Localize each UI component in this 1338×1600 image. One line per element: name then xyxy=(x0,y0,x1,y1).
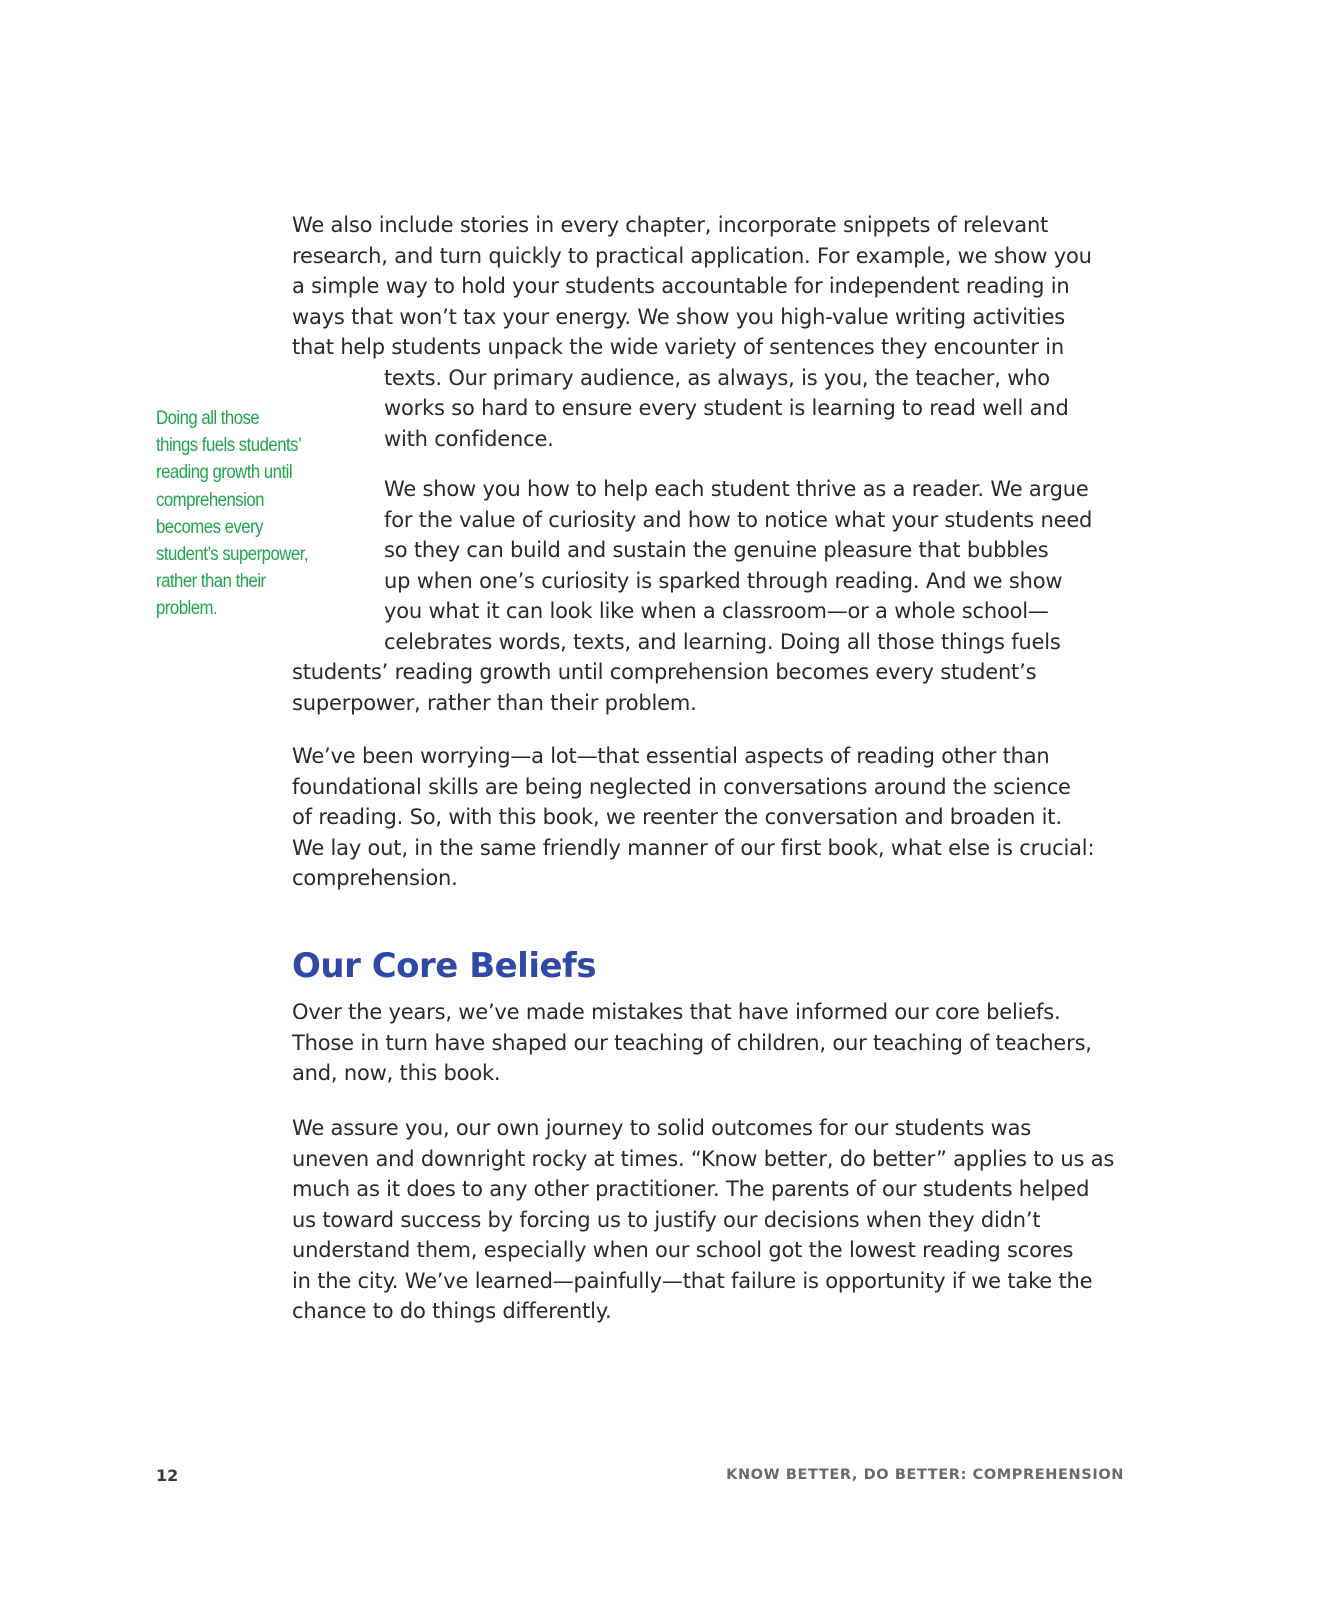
pull-quote-line: rather than their xyxy=(156,570,266,593)
page-number: 12 xyxy=(156,1466,179,1485)
text-line: uneven and downright rocky at times. “Know better, do better” applies to us as xyxy=(292,1146,1115,1171)
text-line: celebrates words, texts, and learning. Doing all those things fuels xyxy=(384,629,1061,654)
pull-quote-line: things fuels students’ xyxy=(156,434,302,457)
text-line: We lay out, in the same friendly manner of our first book, what else is crucial: xyxy=(292,835,1095,860)
text-line: We assure you, our own journey to solid outcomes for our students was xyxy=(292,1116,1032,1140)
text-line: We’ve been worrying—a lot—that essential aspects of reading other than xyxy=(292,744,1050,768)
text-line: superpower, rather than their problem. xyxy=(292,690,697,715)
text-line: comprehension. xyxy=(292,866,458,890)
text-line: so they can build and sustain the genuine pleasure that bubbles xyxy=(384,538,1049,562)
body-paragraph-stories xyxy=(292,210,1092,454)
text-line: works so hard to ensure every student is learning to read well and xyxy=(384,396,1069,420)
text-line: us toward success by forcing us to justify our decisions when they didn’t xyxy=(292,1207,1041,1232)
pull-quote xyxy=(156,405,308,623)
body-paragraph-mistakes xyxy=(292,997,1092,1089)
text-line: Over the years, we’ve made mistakes that have informed our core beliefs. xyxy=(292,1000,1061,1024)
running-footer-title: KNOW BETTER, DO BETTER: COMPREHENSION xyxy=(726,1467,1124,1483)
text-line: understand them, especially when our school got the lowest reading scores xyxy=(292,1238,1074,1262)
pull-quote-line: Doing all those xyxy=(156,407,260,429)
text-line: research, and turn quickly to practical application. For example, we show you xyxy=(292,243,1092,268)
pull-quote-line: comprehension xyxy=(156,488,264,511)
text-line: foundational skills are being neglected in conversations around the science xyxy=(292,774,1071,799)
text-line: up when one’s curiosity is sparked through reading. And we show xyxy=(384,568,1063,593)
section-heading: Our Core Beliefs xyxy=(292,946,597,986)
pull-quote-line: student’s superpower, xyxy=(156,543,309,566)
text-line: We also include stories in every chapter, incorporate snippets of relevant xyxy=(292,213,1049,237)
text-line: much as it does to any other practitioner. The parents of our students helped xyxy=(292,1177,1090,1201)
text-line: that help students unpack the wide variety of sentences they encounter in xyxy=(292,335,1065,359)
pull-quote-line: becomes every xyxy=(156,515,264,538)
body-paragraph-thrive xyxy=(292,474,1092,718)
text-line: and, now, this book. xyxy=(292,1061,501,1085)
text-line: a simple way to hold your students accountable for independent reading in xyxy=(292,274,1070,298)
text-line: ways that won’t tax your energy. We show you high-value writing activities xyxy=(292,304,1066,329)
text-line: in the city. We’ve learned—painfully—that failure is opportunity if we take the xyxy=(292,1268,1093,1293)
body-paragraph-worrying xyxy=(292,741,1094,894)
text-line: with confidence. xyxy=(384,426,554,451)
text-line: texts. Our primary audience, as always, is you, the teacher, who xyxy=(384,365,1050,390)
text-line: for the value of curiosity and how to notice what your students need xyxy=(384,507,1093,532)
text-line: We show you how to help each student thrive as a reader. We argue xyxy=(384,477,1089,501)
text-line: chance to do things differently. xyxy=(292,1299,612,1323)
pull-quote-line: reading growth until xyxy=(156,461,293,484)
text-line: Those in turn have shaped our teaching of children, our teaching of teachers, xyxy=(292,1030,1092,1055)
text-line: you what it can look like when a classroom—or a whole school— xyxy=(384,599,1049,623)
text-line: students’ reading growth until comprehension becomes every student’s xyxy=(292,660,1037,684)
text-line: of reading. So, with this book, we reenter the conversation and broaden it. xyxy=(292,805,1062,829)
body-paragraph-journey xyxy=(292,1113,1114,1327)
pull-quote-line: problem. xyxy=(156,597,218,620)
